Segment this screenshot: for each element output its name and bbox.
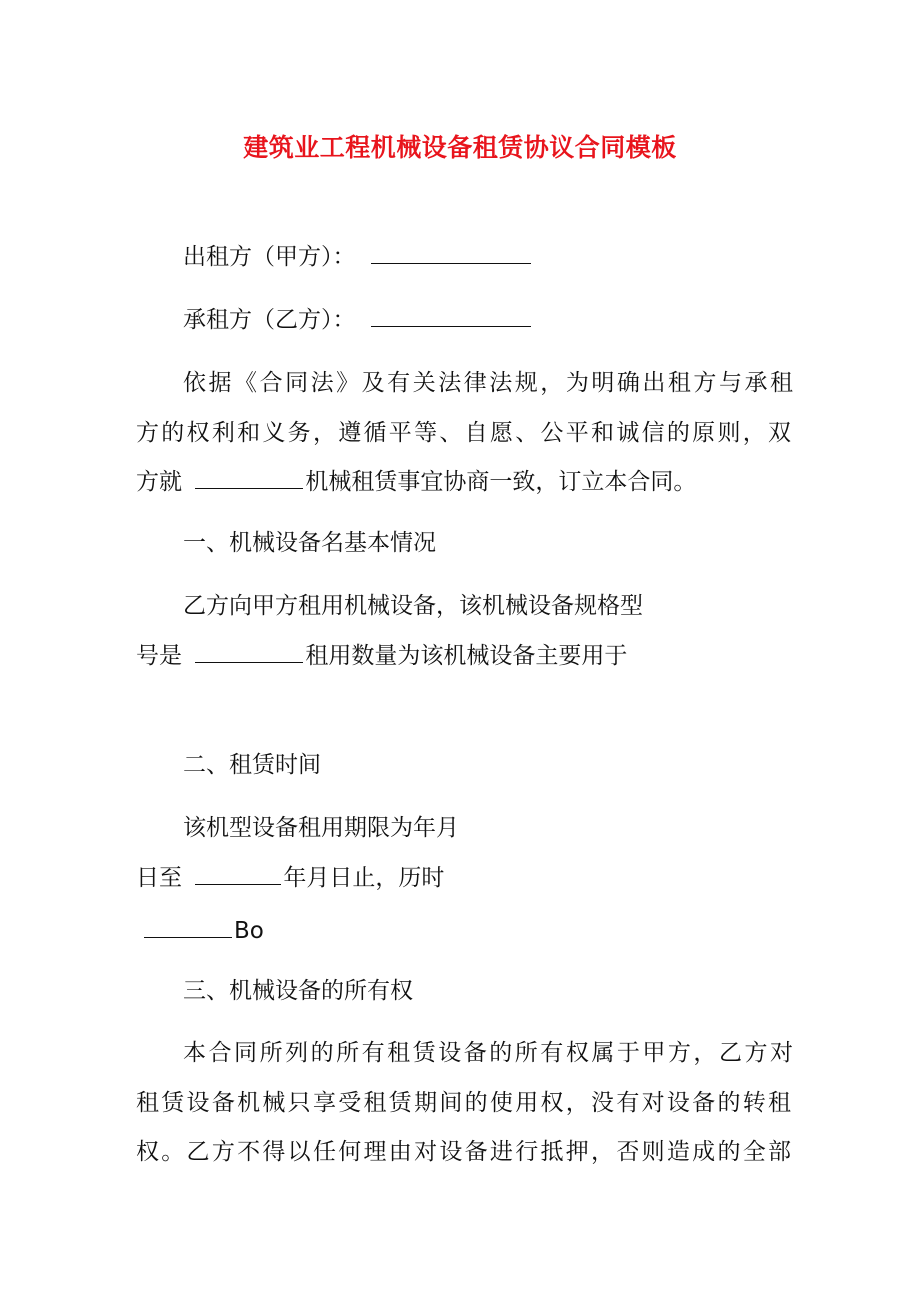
preamble-line-3-pre: 方就 <box>136 469 182 495</box>
preamble-line-3 <box>136 466 696 497</box>
lessor-blank <box>371 241 531 264</box>
section-1-line-2-pre: 号是 <box>136 643 182 669</box>
section-2-line-2-post: 年月日止，历时 <box>283 865 445 891</box>
lessor-line <box>183 241 531 272</box>
section-3-line-3: 权。乙方不得以任何理由对设备进行抵押，否则造成的全部 <box>136 1139 791 1165</box>
section-1-line-1: 乙方向甲方租用机械设备，该机械设备规格型 <box>183 593 643 619</box>
preamble-line-3-post: 机械租赁事宜协商一致，订立本合同。 <box>305 469 697 495</box>
duration-blank <box>144 915 232 938</box>
lessee-blank <box>371 304 531 327</box>
section-2-line-1: 该机型设备租用期限为年月 <box>183 815 459 841</box>
section-2-line-2-pre: 日至 <box>136 865 182 891</box>
preamble-line-1: 依据《合同法》及有关法律法规，为明确出租方与承租 <box>183 370 793 396</box>
section-2-line-2 <box>136 862 444 893</box>
section-1-line-2-post: 租用数量为该机械设备主要用于 <box>305 643 628 669</box>
document-title: 建筑业工程机械设备租赁协议合同模板 <box>243 133 677 162</box>
preamble-line-2: 方的权利和义务，遵循平等、自愿、公平和诚信的原则，双 <box>136 420 791 446</box>
section-2-line-3-post: Bo <box>234 918 264 944</box>
section-2-line-3 <box>144 915 264 946</box>
lessee-label: 承租方（乙方）： <box>183 307 356 333</box>
section-3-line-2: 租赁设备机械只享受租赁期间的使用权，没有对设备的转租 <box>136 1090 791 1116</box>
end-date-blank <box>195 862 281 885</box>
lessor-label: 出租方（甲方）： <box>183 244 356 270</box>
section-2-heading: 二、租赁时间 <box>183 752 321 778</box>
machinery-blank <box>195 466 303 489</box>
section-3-heading: 三、机械设备的所有权 <box>183 978 413 1004</box>
lessee-line <box>183 304 531 335</box>
model-blank <box>195 640 303 663</box>
section-1-heading: 一、机械设备名基本情况 <box>183 530 436 556</box>
section-1-line-2 <box>136 640 627 671</box>
section-3-line-1: 本合同所列的所有租赁设备的所有权属于甲方，乙方对 <box>183 1040 793 1066</box>
